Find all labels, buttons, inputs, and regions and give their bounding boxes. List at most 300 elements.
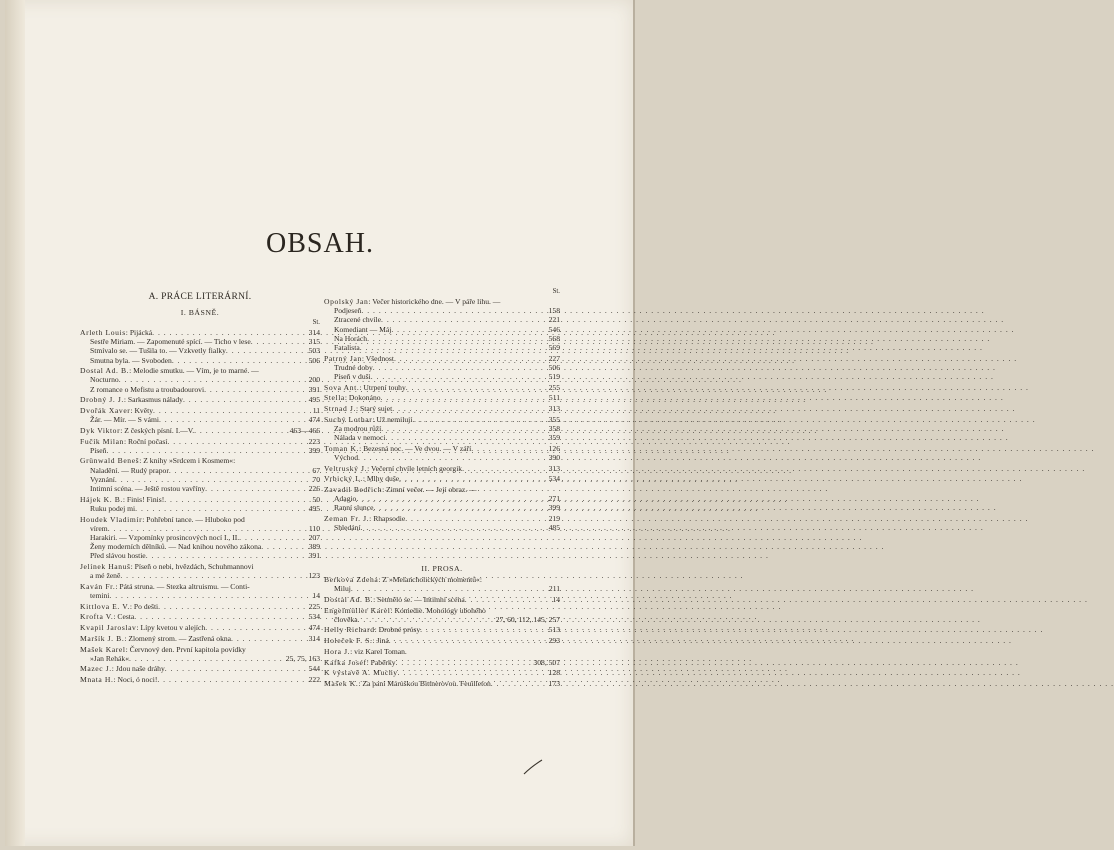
dot-leader (204, 385, 307, 394)
dot-leader (356, 494, 546, 503)
page-number: 158 (548, 306, 560, 316)
entry-title: Ranní slunce (334, 503, 374, 513)
dot-leader (165, 664, 307, 673)
dot-leader (135, 504, 306, 513)
toc-entry (80, 602, 320, 611)
entry-author: Fučík Milan (80, 436, 124, 446)
page-number: 358 (548, 423, 560, 433)
page-number: 11 (312, 406, 320, 415)
toc-line: Opolský Jan: Večer historického dne. — V páře lihu. — (324, 297, 501, 306)
entry-title: Intimní scéna. — Ještě rostou vavříny (90, 484, 206, 493)
dot-leader (491, 679, 547, 688)
toc-line (324, 315, 560, 324)
toc-entry (324, 575, 560, 593)
entry-title: Lípy kvetou v alejích (140, 623, 206, 633)
page-number: 207 (308, 532, 320, 542)
toc-entry (324, 668, 560, 677)
toc-line (324, 453, 560, 462)
page-column-label: St. (312, 319, 320, 326)
entry-author: Kvapil Jaroslav (80, 623, 137, 633)
dot-leader (391, 325, 546, 334)
dot-leader (392, 404, 546, 413)
entry-author: Dostal Ad. B. (80, 366, 130, 376)
toc-entry (80, 395, 320, 404)
page-number: 506 (548, 362, 560, 372)
entry-title: a mé ženě (90, 571, 121, 581)
dot-leader (183, 395, 307, 404)
toc-entry (324, 383, 560, 392)
toc-entry (80, 495, 320, 513)
entry-title: Už nemilují (376, 414, 413, 424)
page-number: 399 (548, 503, 560, 513)
entry-author: Dostal Ad. B. (324, 594, 374, 604)
toc-line: Krofta V.: Cesta . . . 534 (80, 612, 320, 621)
dot-leader (169, 466, 311, 475)
page-number: 389 (308, 542, 320, 552)
page-number: 123 (308, 571, 320, 581)
dot-leader (367, 334, 547, 343)
toc-line: Kvapil Jaroslav: Lípy kvetou v alejích . . . 474 (80, 623, 320, 632)
toc-line (80, 466, 320, 475)
toc-line (80, 551, 320, 560)
entry-title: Utrpení touhy (363, 382, 406, 392)
toc-line: Houdek Vladimír: Pohřební tance. — Hluboko pod (80, 514, 245, 524)
toc-line (80, 484, 320, 493)
toc-line (80, 475, 320, 484)
toc-entry (324, 474, 560, 483)
toc-entry (324, 514, 560, 532)
entry-title: Naladění. — Rudý prapor (90, 465, 169, 475)
entry-title: Cesta (117, 612, 135, 622)
toc-entry (324, 415, 560, 443)
toc-line: Arleth Louis: Pijácká . . . 314 (80, 328, 320, 337)
entry-title: Pátá struna. — Stezka altruismu. — Conti- (119, 581, 250, 591)
entry-title: Finis! Finis! (126, 494, 165, 504)
toc-entry (80, 645, 320, 663)
entry-author: Mašek K. (324, 678, 359, 688)
entry-title: Smutna byla. — Svoboden (90, 355, 172, 365)
dot-leader (157, 675, 306, 684)
entry-title: Stmívalo se. — Tušila to. — Vzkvetly fialky (90, 346, 226, 356)
entry-title: Ztracené chvíle (334, 315, 382, 325)
entry-author: Opolský Jan (324, 297, 369, 306)
entry-title: Východ (334, 453, 359, 462)
toc-line (324, 503, 560, 512)
subsection-heading-prose: II. PROSA. (421, 564, 463, 573)
toc-line: Toman K.: Bezesná noc. — Ve dvou. — V září . . . 126 (324, 444, 560, 453)
left-column (80, 292, 320, 686)
entry-title: Za modrou růží (334, 423, 382, 433)
toc-line (324, 494, 560, 503)
dot-leader (394, 354, 547, 363)
page-number: 485 (548, 523, 560, 533)
dot-leader (108, 524, 307, 533)
entry-title: »Jan Rehák« (90, 653, 130, 663)
entry-author: Jelínek Hanuš (80, 562, 131, 571)
page-number: 399 (308, 445, 320, 455)
entry-author: Vrbický L. (324, 474, 363, 484)
toc-line: Maršík J. B.: Zlomený strom. — Zastřená okna . . . 314 (80, 634, 320, 643)
toc-line: Grünwald Beneš: Z knihy »Srdcem i Kosmem«: (80, 456, 236, 466)
toc-line: Hájek K. B.: Finis! Finis! . . . 50 (80, 495, 320, 504)
entry-title: vírem (90, 523, 108, 533)
entry-author: Holeček F. S. (324, 636, 373, 646)
entry-author: Kaván Fr. (80, 581, 116, 591)
toc-entry (80, 426, 320, 435)
toc-line (324, 325, 560, 334)
dot-leader (158, 602, 306, 611)
entry-title: Nocturno (90, 375, 119, 385)
toc-line (80, 591, 320, 600)
entry-title: Ruku podej mi (90, 503, 136, 513)
toc-line (324, 615, 560, 624)
page-number: 226 (308, 484, 320, 493)
entry-title: Květy (134, 406, 154, 415)
entry-title: Komedie. Monology ubohého (394, 605, 486, 615)
entry-title: Drobné prósy (378, 625, 421, 635)
entry-title: Z knihy »Srdcem i Kosmem«: (143, 456, 236, 466)
page-number: 222 (308, 675, 320, 685)
entry-title: Rhapsodie (373, 514, 406, 524)
dot-leader (134, 612, 306, 621)
toc-line (324, 433, 560, 442)
dot-leader (109, 591, 310, 600)
right-column (324, 288, 560, 690)
toc-entry (80, 366, 320, 394)
toc-line: Berkova Zdena: Z »Melancholických momentů«: (324, 575, 482, 584)
page-number: 227 (548, 353, 560, 363)
entry-title: člověka (334, 614, 358, 624)
page-number: 313 (548, 404, 560, 414)
entry-title: Noci, ó noci! (117, 675, 158, 685)
entry-title: Podjeseň (334, 306, 362, 316)
entry-title: Píseň (90, 445, 107, 455)
poems-list-right (324, 297, 560, 533)
page-number: 70 (312, 474, 320, 484)
page-number: 110 (308, 523, 320, 533)
toc-line (324, 424, 560, 433)
entry-title: Roční počasí (127, 436, 168, 446)
page-number: 355 (548, 414, 560, 424)
toc-line (324, 334, 560, 343)
entry-title: Za paní Maruškou Bittnerovou. Feuilleton (362, 678, 491, 688)
toc-entry (80, 328, 320, 365)
toc-line: Vrbický L.: Mlhy duše . . . 534 (324, 474, 560, 483)
page-number: 463—466 (289, 425, 320, 435)
dot-leader (471, 444, 546, 453)
toc-line (80, 533, 320, 542)
dot-leader (405, 514, 546, 523)
entry-title: Na Horách (334, 333, 368, 343)
toc-line (80, 571, 320, 580)
dot-leader (373, 503, 546, 512)
toc-line: Kaván Fr.: Pátá struna. — Stezka altruismu. — Conti- (80, 581, 250, 591)
toc-line (80, 654, 320, 663)
entry-author: Dvořák Xaver (80, 406, 131, 415)
entry-title: Z »Melancholických momentů«: (382, 575, 482, 584)
page-number: 391 (308, 551, 320, 561)
toc-line (80, 356, 320, 365)
toc-line (324, 668, 560, 677)
page-number: 314 (308, 328, 320, 337)
entry-title: Vyznání (90, 474, 115, 484)
page-number: 211 (548, 584, 560, 594)
toc-entry (80, 562, 320, 580)
entry-title: Harakiri. — Vzpomínky prosincových nocí I., II. (90, 532, 240, 542)
dot-leader (420, 625, 546, 634)
toc-line: Veltruský J.: Večerní chvíle letních georgik . . . 313 (324, 464, 560, 473)
entry-title: Komediant — Máj (334, 324, 392, 334)
entry-author: Zavadil Bedřich (324, 485, 383, 495)
toc-line: Drobný J. J.: Sarkasmus nálady . . . 495 (80, 395, 320, 404)
page-number: 495 (308, 395, 320, 405)
page-number: 359 (548, 433, 560, 443)
toc-entry (80, 612, 320, 621)
toc-entry (80, 406, 320, 424)
page-number: 293 (548, 636, 560, 646)
dot-leader (396, 658, 532, 667)
dot-leader (358, 615, 494, 624)
dot-leader (465, 595, 551, 604)
dot-leader (172, 356, 307, 365)
page-number: 474 (308, 415, 320, 425)
entry-title: viz Karel Toman. (354, 646, 407, 656)
page-number: 315 (308, 337, 320, 347)
toc-entry (80, 634, 320, 643)
entry-author: Drobný J. J. (80, 395, 124, 405)
entry-title: Nálada v nemoci (334, 433, 386, 443)
entry-author: Patrný Jan (324, 353, 362, 363)
page-number: 128 (548, 668, 560, 678)
entry-title: Miluj (334, 584, 351, 594)
entry-author: Sova Ant. (324, 382, 360, 392)
entry-title: Fatalista (334, 342, 360, 352)
entry-title: Mlhy duše (366, 474, 400, 484)
entry-author: Helly Richard (324, 625, 375, 635)
page-number: 519 (548, 372, 560, 381)
toc-line (324, 343, 560, 352)
dot-leader (146, 551, 307, 560)
toc-line: Fučík Milan: Roční počasí . . . 223 (80, 437, 320, 446)
entry-author: Krofta V. (80, 612, 114, 622)
toc-entry (324, 393, 560, 402)
page-number: 391 (308, 384, 320, 394)
dot-leader (360, 343, 547, 352)
toc-line: Hora J.: viz Karel Toman. (324, 646, 407, 656)
dot-leader (164, 495, 310, 504)
toc-line: Patrný Jan: Všednost . . . 227 (324, 354, 560, 363)
toc-line: Mašek Karel: Červnový den. První kapitola povídky (80, 644, 246, 654)
entry-author: Hájek K. B. (80, 494, 123, 504)
entry-title: Jdou naše dráhy (115, 664, 165, 674)
entry-title: Večerní chvíle letních georgik (370, 463, 463, 473)
entry-author: Toman K. (324, 443, 360, 453)
page-number: 546 (548, 324, 560, 334)
dot-leader (152, 328, 306, 337)
toc-line: Kafka Josef: Paběrky . . . 308, 507 (324, 658, 560, 667)
dot-leader (239, 533, 306, 542)
page-number: 67 (312, 465, 320, 475)
entry-title: Sarkasmus nálady (127, 395, 183, 405)
dot-leader (106, 446, 306, 455)
page-number: 225 (308, 601, 320, 611)
toc-line (324, 363, 560, 372)
page-number: 503 (308, 346, 320, 356)
toc-line (80, 337, 320, 346)
entry-title: Žár. — Mír. — S vámi (90, 415, 159, 425)
page-number: 126 (548, 443, 560, 453)
entry-title: Zimní večer. — Její obraz. — (386, 485, 477, 495)
entry-author: Mazec J. (80, 664, 112, 674)
dot-leader (205, 484, 306, 493)
toc-entry (324, 636, 560, 645)
entry-title: Jiná (376, 636, 389, 646)
dot-leader (381, 424, 546, 433)
entry-title: Ženy moderních dělníků. — Nad knihou nového zákona (90, 542, 262, 552)
entry-author: Kittlova E. V. (80, 601, 130, 611)
dot-leader (194, 426, 288, 435)
entry-author: K výstavě A. Muchy (324, 668, 398, 678)
dot-leader (205, 623, 306, 632)
toc-line: Helly Richard: Drobné prósy . . . 513 (324, 625, 560, 634)
page-number: 495 (308, 503, 320, 513)
entry-title: Pohřební tance. — Hluboko pod (146, 514, 245, 524)
entry-title: Trudné doby (334, 362, 373, 372)
dot-leader (358, 453, 547, 462)
dot-leader (412, 415, 546, 424)
page-number: 534 (548, 474, 560, 484)
toc-line (80, 346, 320, 355)
page-number: 14 (552, 594, 560, 604)
page-number: 255 (548, 382, 560, 392)
toc-line: Suchý Lothar: Už nemilují . . . 355 (324, 415, 560, 424)
toc-line: Mnata H.: Noci, ó noci! . . . 222 (80, 675, 320, 684)
toc-line (80, 504, 320, 513)
toc-line (80, 524, 320, 533)
toc-line: Zavadil Bedřich: Zimní večer. — Její obraz. — (324, 485, 477, 495)
page-number: 200 (308, 375, 320, 385)
toc-entry (324, 485, 560, 513)
page-number: 219 (548, 514, 560, 524)
toc-entry (324, 354, 560, 382)
entry-title: Bezesná noc. — Ve dvou. — V září (363, 443, 472, 453)
entry-title: Melodie smutku. — Vím, je to marné. — (133, 366, 259, 376)
toc-line (324, 584, 560, 593)
dot-leader (385, 433, 546, 442)
page-number: 511 (548, 393, 560, 403)
toc-entry (80, 456, 320, 493)
toc-line: Dyk Viktor: Z českých písní. I.—V. . . . 463—466 (80, 426, 320, 435)
toc-line (80, 446, 320, 455)
entry-title: Setmělo se. — Intimní scéna (377, 594, 465, 604)
toc-line: Holeček F. S.: Jiná . . . 293 (324, 636, 560, 645)
dot-leader (120, 571, 306, 580)
dot-leader (251, 337, 307, 346)
poems-list-left (80, 328, 320, 684)
entry-title: Pijácká (129, 328, 153, 337)
entry-author: Grünwald Beneš (80, 456, 140, 466)
subsection-heading-poems: I. BÁSNĚ. (180, 308, 220, 317)
toc-entry (80, 515, 320, 561)
toc-line: Engelmüller Karel: Komedie. Monology ubohého (324, 605, 486, 615)
dot-leader (381, 315, 547, 324)
page-number: 534 (308, 612, 320, 622)
page-number: 568 (548, 333, 560, 343)
dot-leader (226, 346, 307, 355)
page-number: 390 (548, 453, 560, 462)
toc-entry (324, 297, 560, 352)
entry-title: Starý sujet (360, 404, 393, 414)
toc-entry (324, 679, 560, 688)
toc-entry (324, 404, 560, 413)
toc-line: Strnad J.: Starý sujet . . . 313 (324, 404, 560, 413)
dot-leader (371, 372, 547, 381)
toc-line (324, 306, 560, 315)
entry-author: Hora J. (324, 646, 351, 656)
prose-list (324, 575, 560, 688)
entry-title: Sestře Miriam. — Zapomenuté spící. — Ticho v lese (90, 337, 251, 347)
toc-line: Dostal Ad. B.: Setmělo se. — Intimní scéna . . . 14 (324, 595, 560, 604)
toc-line: Kittlova E. V.: Po dešti . . . 225 (80, 602, 320, 611)
entry-author: Maršík J. B. (80, 633, 125, 643)
dot-leader (231, 634, 307, 643)
toc-line: Sova Ant.: Utrpení touhy . . . 255 (324, 383, 560, 392)
dot-leader (119, 375, 307, 384)
toc-entry (324, 606, 560, 624)
page-title: OBSAH. (266, 228, 374, 259)
page-number: 221 (548, 315, 560, 325)
page-number: 544 (308, 664, 320, 674)
pen-mark-icon (522, 758, 544, 776)
page-number: 314 (308, 633, 320, 643)
page-number: 223 (308, 436, 320, 446)
entry-title: Červnový den. První kapitola povídky (129, 644, 246, 654)
toc-line (324, 372, 560, 381)
entry-author: Veltruský J. (324, 463, 368, 473)
entry-title: Adagio (334, 494, 357, 504)
toc-entry (80, 675, 320, 684)
entry-title: Večer historického dne. — V páře lihu. — (372, 297, 501, 306)
dot-leader (406, 383, 547, 392)
entry-author: Arleth Louis (80, 328, 126, 337)
toc-entry (80, 664, 320, 673)
dot-leader (129, 654, 284, 663)
page-number: 271 (548, 494, 560, 504)
dot-leader (361, 306, 546, 315)
toc-line (80, 375, 320, 384)
toc-line: Dvořák Xaver: Květy . . . 11 (80, 406, 320, 415)
dot-leader (381, 393, 547, 402)
entry-author: Berkova Zdena (324, 575, 379, 584)
dot-leader (115, 475, 311, 484)
toc-line: Jelínek Hanuš: Píseň o nebi, hvězdách, Schuhmannovi (80, 562, 254, 571)
toc-line: Mašek K.: Za paní Maruškou Bittnerovou. Feuilleton . . . 173 (324, 679, 560, 688)
entry-title: Před slávou hostie (90, 551, 146, 561)
dot-leader (261, 542, 306, 551)
entry-author: Dyk Viktor (80, 425, 121, 435)
dot-leader (351, 584, 547, 593)
page-gutter (5, 0, 25, 846)
toc-entry (324, 464, 560, 473)
page-number: 474 (308, 623, 320, 633)
page-number: 173 (548, 678, 560, 688)
dot-leader (373, 363, 547, 372)
toc-entry (80, 623, 320, 632)
entry-title: Píseň v duši (334, 372, 371, 381)
toc-line: Dostal Ad. B.: Melodie smutku. — Vím, je to marné. — (80, 366, 259, 376)
page-number: 27, 60, 112, 145, 257 (495, 614, 560, 624)
toc-line: Stella: Dokonáno . . . 511 (324, 393, 560, 402)
